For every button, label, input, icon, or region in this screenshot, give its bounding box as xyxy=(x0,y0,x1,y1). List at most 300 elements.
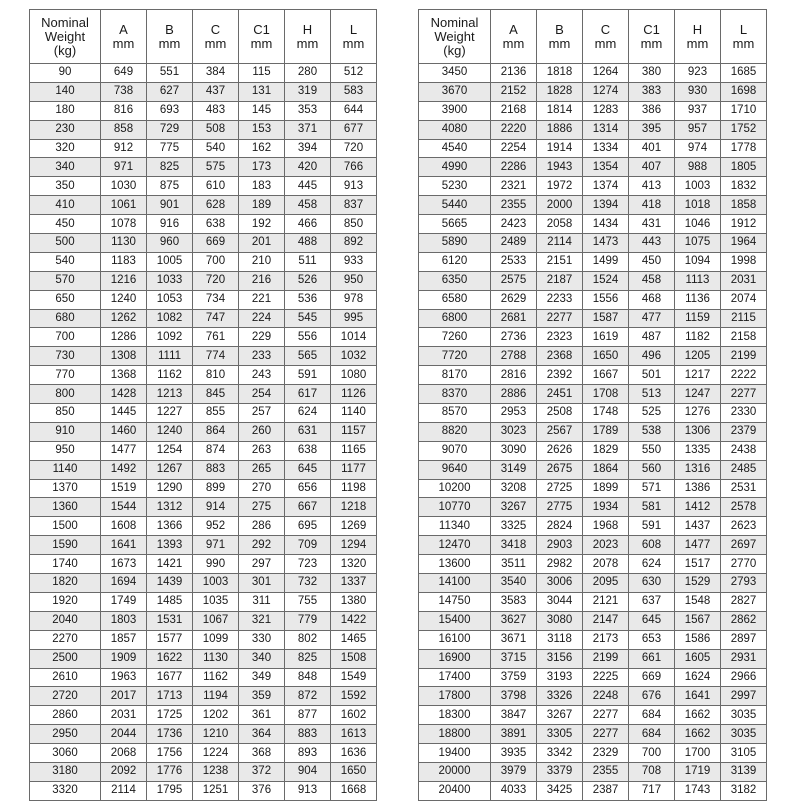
cell-a: 1749 xyxy=(101,592,147,611)
cell-weight: 9640 xyxy=(419,460,491,479)
cell-weight: 14750 xyxy=(419,592,491,611)
cell-weight: 3060 xyxy=(30,744,101,763)
cell-l: 2966 xyxy=(721,668,767,687)
cell-l: 2031 xyxy=(721,271,767,290)
cell-h: 1217 xyxy=(675,366,721,385)
cell-b: 1439 xyxy=(147,574,193,593)
cell-weight: 20400 xyxy=(419,781,491,800)
cell-c1: 376 xyxy=(239,781,285,800)
cell-c1: 201 xyxy=(239,234,285,253)
cell-b: 1972 xyxy=(537,177,583,196)
cell-h: 1205 xyxy=(675,347,721,366)
cell-weight: 320 xyxy=(30,139,101,158)
cell-weight: 15400 xyxy=(419,611,491,630)
cell-b: 1622 xyxy=(147,649,193,668)
cell-h: 1306 xyxy=(675,422,721,441)
table-row xyxy=(419,536,767,555)
cell-l: 512 xyxy=(331,64,377,83)
cell-a: 1544 xyxy=(101,498,147,517)
cell-a: 3979 xyxy=(491,762,537,781)
cell-h: 923 xyxy=(675,64,721,83)
cell-l: 677 xyxy=(331,120,377,139)
cell-b: 2187 xyxy=(537,271,583,290)
cell-c1: 630 xyxy=(629,574,675,593)
cell-b: 3044 xyxy=(537,592,583,611)
cell-c1: 637 xyxy=(629,592,675,611)
cell-l: 2277 xyxy=(721,385,767,404)
cell-c1: 115 xyxy=(239,64,285,83)
header-nominal-weight: Nominal Weight (kg) xyxy=(30,10,101,64)
cell-b: 1485 xyxy=(147,592,193,611)
cell-c: 1210 xyxy=(193,725,239,744)
cell-b: 3326 xyxy=(537,687,583,706)
cell-a: 3208 xyxy=(491,479,537,498)
cell-c: 508 xyxy=(193,120,239,139)
table-row xyxy=(30,725,377,744)
cell-weight: 7720 xyxy=(419,347,491,366)
cell-c: 1194 xyxy=(193,687,239,706)
cell-weight: 2860 xyxy=(30,706,101,725)
cell-l: 892 xyxy=(331,234,377,253)
cell-h: 1412 xyxy=(675,498,721,517)
cell-b: 825 xyxy=(147,158,193,177)
cell-b: 551 xyxy=(147,64,193,83)
cell-b: 3193 xyxy=(537,668,583,687)
cell-l: 1613 xyxy=(331,725,377,744)
cell-h: 904 xyxy=(285,762,331,781)
cell-b: 901 xyxy=(147,196,193,215)
cell-h: 591 xyxy=(285,366,331,385)
cell-h: 1018 xyxy=(675,196,721,215)
cell-weight: 680 xyxy=(30,309,101,328)
cell-h: 565 xyxy=(285,347,331,366)
cell-c: 855 xyxy=(193,404,239,423)
cell-h: 526 xyxy=(285,271,331,290)
cell-b: 2277 xyxy=(537,309,583,328)
cell-a: 3715 xyxy=(491,649,537,668)
cell-b: 1111 xyxy=(147,347,193,366)
cell-a: 816 xyxy=(101,101,147,120)
cell-b: 1082 xyxy=(147,309,193,328)
cell-c1: 297 xyxy=(239,555,285,574)
cell-h: 825 xyxy=(285,649,331,668)
cell-l: 2931 xyxy=(721,649,767,668)
cell-a: 1183 xyxy=(101,252,147,271)
cell-l: 3105 xyxy=(721,744,767,763)
cell-c: 575 xyxy=(193,158,239,177)
table-row xyxy=(30,366,377,385)
cell-a: 2068 xyxy=(101,744,147,763)
cell-c: 1314 xyxy=(583,120,629,139)
cell-b: 2000 xyxy=(537,196,583,215)
cell-c1: 450 xyxy=(629,252,675,271)
cell-a: 2575 xyxy=(491,271,537,290)
cell-h: 974 xyxy=(675,139,721,158)
cell-c: 761 xyxy=(193,328,239,347)
cell-h: 545 xyxy=(285,309,331,328)
cell-weight: 90 xyxy=(30,64,101,83)
cell-c1: 340 xyxy=(239,649,285,668)
cell-l: 1422 xyxy=(331,611,377,630)
table-row xyxy=(30,120,377,139)
cell-h: 631 xyxy=(285,422,331,441)
cell-weight: 11340 xyxy=(419,517,491,536)
table-row xyxy=(30,422,377,441)
cell-a: 1857 xyxy=(101,630,147,649)
cell-b: 3305 xyxy=(537,725,583,744)
cell-c1: 229 xyxy=(239,328,285,347)
cell-weight: 950 xyxy=(30,441,101,460)
cell-l: 2897 xyxy=(721,630,767,649)
table-row xyxy=(419,668,767,687)
cell-weight: 6120 xyxy=(419,252,491,271)
cell-b: 1254 xyxy=(147,441,193,460)
table-row xyxy=(419,441,767,460)
cell-h: 1247 xyxy=(675,385,721,404)
cell-b: 2626 xyxy=(537,441,583,460)
cell-a: 1262 xyxy=(101,309,147,328)
cell-b: 775 xyxy=(147,139,193,158)
cell-weight: 1820 xyxy=(30,574,101,593)
cell-c: 971 xyxy=(193,536,239,555)
cell-c1: 413 xyxy=(629,177,675,196)
cell-l: 720 xyxy=(331,139,377,158)
cell-weight: 800 xyxy=(30,385,101,404)
table-row xyxy=(419,366,767,385)
cell-a: 1286 xyxy=(101,328,147,347)
cell-h: 1662 xyxy=(675,706,721,725)
cell-a: 2886 xyxy=(491,385,537,404)
cell-l: 837 xyxy=(331,196,377,215)
cell-a: 2489 xyxy=(491,234,537,253)
cell-b: 2114 xyxy=(537,234,583,253)
cell-l: 2485 xyxy=(721,460,767,479)
cell-c: 2329 xyxy=(583,744,629,763)
cell-c: 1224 xyxy=(193,744,239,763)
cell-l: 1337 xyxy=(331,574,377,593)
cell-a: 3935 xyxy=(491,744,537,763)
cell-l: 1752 xyxy=(721,120,767,139)
cell-b: 1818 xyxy=(537,64,583,83)
cell-c: 1899 xyxy=(583,479,629,498)
table-row xyxy=(419,630,767,649)
cell-a: 1368 xyxy=(101,366,147,385)
cell-c: 883 xyxy=(193,460,239,479)
table-row xyxy=(419,555,767,574)
cell-l: 1602 xyxy=(331,706,377,725)
cell-c1: 254 xyxy=(239,385,285,404)
cell-h: 930 xyxy=(675,82,721,101)
cell-h: 458 xyxy=(285,196,331,215)
cell-b: 3156 xyxy=(537,649,583,668)
cell-c1: 364 xyxy=(239,725,285,744)
cell-b: 627 xyxy=(147,82,193,101)
cell-h: 755 xyxy=(285,592,331,611)
cell-c: 1283 xyxy=(583,101,629,120)
cell-c: 2225 xyxy=(583,668,629,687)
cell-h: 1624 xyxy=(675,668,721,687)
cell-b: 875 xyxy=(147,177,193,196)
cell-c1: 538 xyxy=(629,422,675,441)
cell-weight: 3450 xyxy=(419,64,491,83)
cell-c: 2277 xyxy=(583,706,629,725)
cell-h: 1075 xyxy=(675,234,721,253)
cell-b: 2675 xyxy=(537,460,583,479)
header-c1: C1 mm xyxy=(239,10,285,64)
table-row xyxy=(30,517,377,536)
cell-l: 2330 xyxy=(721,404,767,423)
cell-l: 1320 xyxy=(331,555,377,574)
cell-c1: 286 xyxy=(239,517,285,536)
table-row xyxy=(30,196,377,215)
table-row xyxy=(419,385,767,404)
cell-b: 3425 xyxy=(537,781,583,800)
cell-l: 1998 xyxy=(721,252,767,271)
cell-c1: 349 xyxy=(239,668,285,687)
cell-weight: 1370 xyxy=(30,479,101,498)
cell-c: 1864 xyxy=(583,460,629,479)
cell-c: 1587 xyxy=(583,309,629,328)
cell-a: 3418 xyxy=(491,536,537,555)
cell-b: 1531 xyxy=(147,611,193,630)
cell-weight: 700 xyxy=(30,328,101,347)
cell-a: 1428 xyxy=(101,385,147,404)
cell-weight: 3320 xyxy=(30,781,101,800)
table-row xyxy=(30,177,377,196)
cell-c1: 292 xyxy=(239,536,285,555)
cell-weight: 1740 xyxy=(30,555,101,574)
cell-h: 656 xyxy=(285,479,331,498)
cell-a: 2629 xyxy=(491,290,537,309)
table-row xyxy=(30,555,377,574)
cell-c1: 571 xyxy=(629,479,675,498)
table-row xyxy=(30,215,377,234)
header-nominal-weight: Nominal Weight (kg) xyxy=(419,10,491,64)
cell-a: 2220 xyxy=(491,120,537,139)
cell-l: 2623 xyxy=(721,517,767,536)
table-row xyxy=(30,82,377,101)
cell-weight: 19400 xyxy=(419,744,491,763)
cell-l: 2531 xyxy=(721,479,767,498)
cell-a: 1216 xyxy=(101,271,147,290)
cell-weight: 140 xyxy=(30,82,101,101)
cell-c1: 443 xyxy=(629,234,675,253)
cell-weight: 570 xyxy=(30,271,101,290)
table-row xyxy=(30,309,377,328)
cell-h: 280 xyxy=(285,64,331,83)
header-b: B mm xyxy=(147,10,193,64)
table-row xyxy=(419,649,767,668)
cell-a: 3627 xyxy=(491,611,537,630)
cell-c1: 407 xyxy=(629,158,675,177)
cell-weight: 500 xyxy=(30,234,101,253)
cell-c1: 263 xyxy=(239,441,285,460)
cell-weight: 8820 xyxy=(419,422,491,441)
cell-l: 1832 xyxy=(721,177,767,196)
dimension-table-left xyxy=(29,9,377,801)
cell-l: 583 xyxy=(331,82,377,101)
cell-l: 3035 xyxy=(721,706,767,725)
cell-h: 957 xyxy=(675,120,721,139)
table-row xyxy=(419,271,767,290)
cell-c1: 501 xyxy=(629,366,675,385)
cell-h: 779 xyxy=(285,611,331,630)
cell-a: 1308 xyxy=(101,347,147,366)
cell-c: 747 xyxy=(193,309,239,328)
cell-weight: 17400 xyxy=(419,668,491,687)
cell-a: 2031 xyxy=(101,706,147,725)
header-a: A mm xyxy=(101,10,147,64)
cell-weight: 16900 xyxy=(419,649,491,668)
cell-a: 1963 xyxy=(101,668,147,687)
cell-c: 1394 xyxy=(583,196,629,215)
cell-c1: 189 xyxy=(239,196,285,215)
table-row xyxy=(30,460,377,479)
cell-weight: 1360 xyxy=(30,498,101,517)
table-row xyxy=(419,64,767,83)
cell-l: 2115 xyxy=(721,309,767,328)
cell-c: 700 xyxy=(193,252,239,271)
table-row xyxy=(419,290,767,309)
cell-l: 1508 xyxy=(331,649,377,668)
cell-b: 1736 xyxy=(147,725,193,744)
cell-b: 1828 xyxy=(537,82,583,101)
cell-c: 1099 xyxy=(193,630,239,649)
cell-h: 624 xyxy=(285,404,331,423)
dimension-table-right xyxy=(418,9,767,801)
cell-weight: 1590 xyxy=(30,536,101,555)
cell-c1: 243 xyxy=(239,366,285,385)
cell-h: 445 xyxy=(285,177,331,196)
cell-h: 1003 xyxy=(675,177,721,196)
table-row xyxy=(30,158,377,177)
cell-a: 3891 xyxy=(491,725,537,744)
cell-a: 1641 xyxy=(101,536,147,555)
table-row xyxy=(419,404,767,423)
cell-a: 1061 xyxy=(101,196,147,215)
cell-l: 2379 xyxy=(721,422,767,441)
cell-c1: 581 xyxy=(629,498,675,517)
cell-c: 874 xyxy=(193,441,239,460)
cell-a: 1460 xyxy=(101,422,147,441)
cell-c: 2147 xyxy=(583,611,629,630)
cell-a: 2355 xyxy=(491,196,537,215)
cell-a: 1608 xyxy=(101,517,147,536)
cell-h: 1719 xyxy=(675,762,721,781)
cell-l: 1650 xyxy=(331,762,377,781)
cell-b: 960 xyxy=(147,234,193,253)
table-row xyxy=(419,422,767,441)
table-row xyxy=(30,64,377,83)
cell-c1: 372 xyxy=(239,762,285,781)
cell-b: 1776 xyxy=(147,762,193,781)
table-row xyxy=(419,611,767,630)
table-row xyxy=(30,687,377,706)
cell-h: 913 xyxy=(285,781,331,800)
cell-c: 1003 xyxy=(193,574,239,593)
cell-l: 933 xyxy=(331,252,377,271)
cell-a: 2681 xyxy=(491,309,537,328)
table-row xyxy=(419,196,767,215)
cell-h: 695 xyxy=(285,517,331,536)
cell-weight: 650 xyxy=(30,290,101,309)
cell-c1: 496 xyxy=(629,347,675,366)
cell-b: 1756 xyxy=(147,744,193,763)
table-row xyxy=(419,139,767,158)
cell-c1: 361 xyxy=(239,706,285,725)
table-row xyxy=(30,592,377,611)
cell-c: 1789 xyxy=(583,422,629,441)
cell-weight: 13600 xyxy=(419,555,491,574)
cell-weight: 8170 xyxy=(419,366,491,385)
cell-a: 3325 xyxy=(491,517,537,536)
cell-c: 952 xyxy=(193,517,239,536)
cell-b: 2824 xyxy=(537,517,583,536)
cell-h: 1316 xyxy=(675,460,721,479)
cell-a: 2286 xyxy=(491,158,537,177)
cell-weight: 4080 xyxy=(419,120,491,139)
cell-c1: 359 xyxy=(239,687,285,706)
cell-c1: 210 xyxy=(239,252,285,271)
cell-weight: 20000 xyxy=(419,762,491,781)
table-row xyxy=(30,781,377,800)
cell-l: 2997 xyxy=(721,687,767,706)
cell-l: 1685 xyxy=(721,64,767,83)
cell-a: 1492 xyxy=(101,460,147,479)
cell-b: 3118 xyxy=(537,630,583,649)
cell-l: 2697 xyxy=(721,536,767,555)
cell-c: 610 xyxy=(193,177,239,196)
cell-weight: 1140 xyxy=(30,460,101,479)
cell-l: 1805 xyxy=(721,158,767,177)
cell-weight: 2720 xyxy=(30,687,101,706)
cell-c: 720 xyxy=(193,271,239,290)
cell-a: 1477 xyxy=(101,441,147,460)
cell-c: 1499 xyxy=(583,252,629,271)
cell-a: 1078 xyxy=(101,215,147,234)
cell-c: 864 xyxy=(193,422,239,441)
table-row xyxy=(30,744,377,763)
cell-l: 3139 xyxy=(721,762,767,781)
cell-b: 2323 xyxy=(537,328,583,347)
cell-l: 1294 xyxy=(331,536,377,555)
table-row xyxy=(30,328,377,347)
header-l: L mm xyxy=(331,10,377,64)
cell-l: 2862 xyxy=(721,611,767,630)
cell-h: 802 xyxy=(285,630,331,649)
cell-c1: 624 xyxy=(629,555,675,574)
cell-b: 1393 xyxy=(147,536,193,555)
cell-h: 466 xyxy=(285,215,331,234)
cell-b: 3267 xyxy=(537,706,583,725)
table-row xyxy=(30,290,377,309)
cell-a: 2788 xyxy=(491,347,537,366)
cell-h: 556 xyxy=(285,328,331,347)
cell-c: 1968 xyxy=(583,517,629,536)
cell-c1: 676 xyxy=(629,687,675,706)
cell-weight: 2040 xyxy=(30,611,101,630)
cell-a: 2533 xyxy=(491,252,537,271)
cell-h: 723 xyxy=(285,555,331,574)
cell-b: 1312 xyxy=(147,498,193,517)
cell-l: 1858 xyxy=(721,196,767,215)
cell-h: 1517 xyxy=(675,555,721,574)
cell-weight: 770 xyxy=(30,366,101,385)
header-h: H mm xyxy=(285,10,331,64)
cell-c1: 321 xyxy=(239,611,285,630)
cell-h: 1113 xyxy=(675,271,721,290)
cell-h: 732 xyxy=(285,574,331,593)
